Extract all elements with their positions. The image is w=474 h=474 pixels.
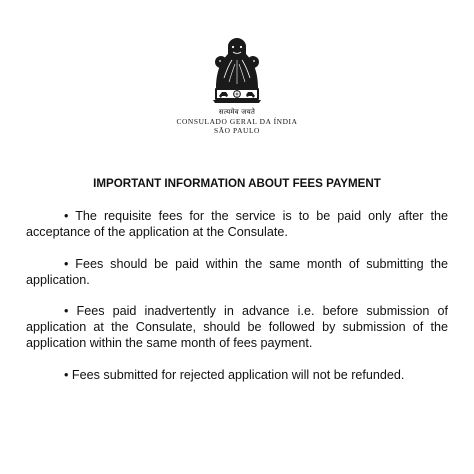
consulate-city: SÃO PAULO [214,126,260,135]
national-emblem-icon [202,30,272,108]
notice-item: • Fees should be paid within the same month of submitting the application. [26,256,448,287]
letterhead [0,30,474,135]
notice-item: • Fees submitted for rejected application will not be refunded. [64,367,405,382]
notice-title: IMPORTANT INFORMATION ABOUT FEES PAYMENT [93,177,381,190]
notice-item: • Fees paid inadvertently in advance i.e. before submission of application at the Consulate, should be followed by submission of the application within the same month of fees payment. [26,304,448,350]
consulate-name: CONSULADO GERAL DA ÍNDIA [176,117,298,126]
notice-item: • The requisite fees for the service is to be paid only after the acceptance of the application at the Consulate. [26,209,448,239]
notice-items [26,208,448,398]
emblem-motto: सत्यमेव जयते [218,108,256,116]
